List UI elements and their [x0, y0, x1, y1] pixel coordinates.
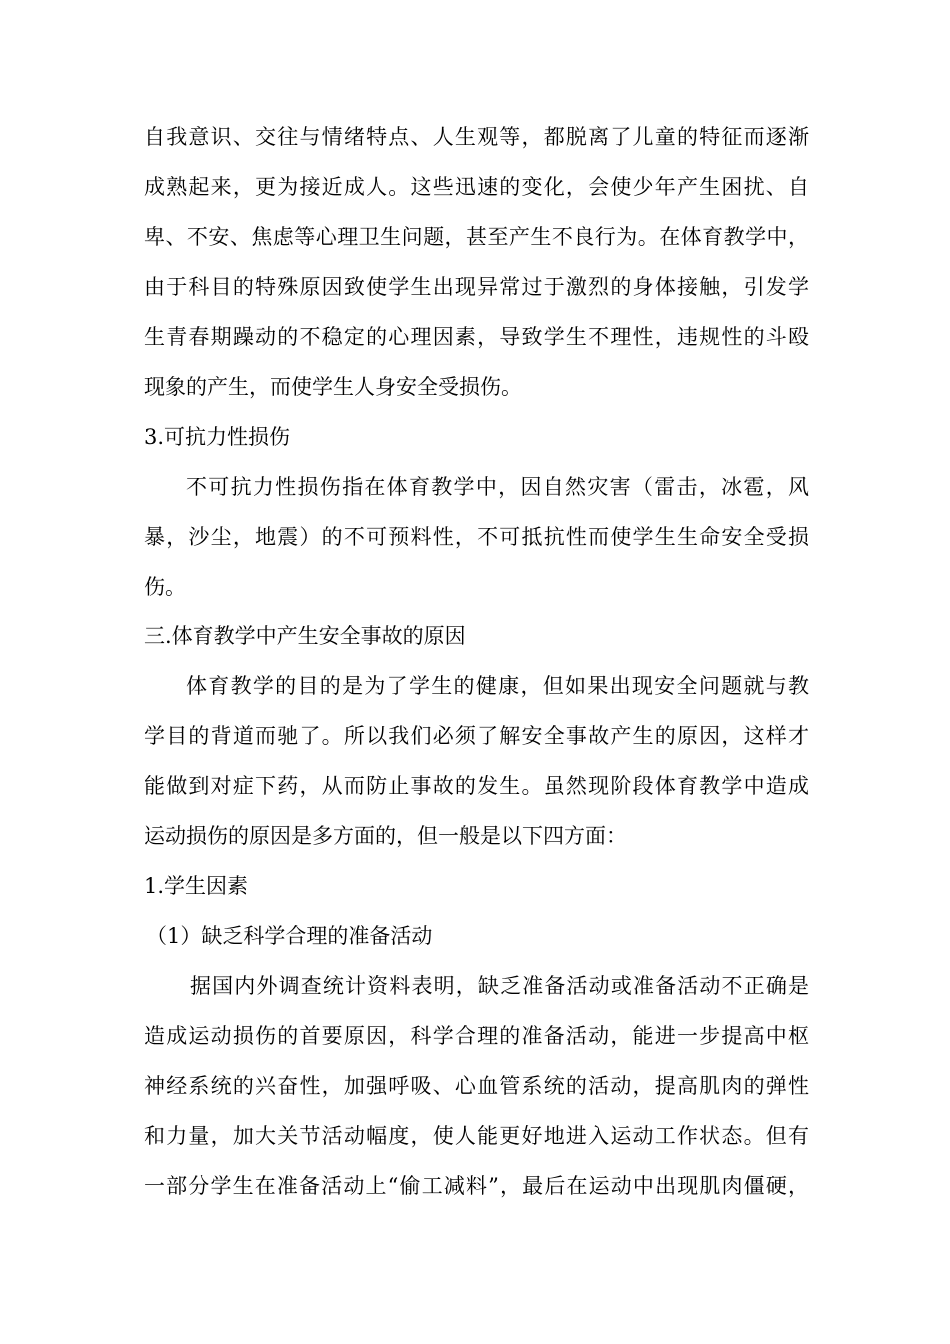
paragraph-line: 现象的产生，而使学生人身安全受损伤。 — [144, 375, 522, 399]
section-heading: 三.体育教学中产生安全事故的原因 — [144, 624, 466, 648]
paragraph-line: 神经系统的兴奋性，加强呼吸、心血管系统的活动，提高肌肉的弹性 — [144, 1074, 809, 1098]
paragraph-line: 自我意识、交往与情绪特点、人生观等，都脱离了儿童的特征而逐渐 — [144, 125, 809, 149]
paragraph-line: 不可抗力性损伤指在体育教学中，因自然灾害（雷击，冰雹，风 — [186, 475, 809, 499]
section-heading: 3.可抗力性损伤 — [144, 425, 291, 449]
document-page — [144, 0, 809, 1344]
paragraph-line: 体育教学的目的是为了学生的健康，但如果出现安全问题就与教 — [186, 674, 809, 698]
paragraph-line: 卑、不安、焦虑等心理卫生问题，甚至产生不良行为。在体育教学中， — [144, 225, 809, 249]
paragraph-line: 据国内外调查统计资料表明，缺乏准备活动或准备活动不正确是 — [190, 974, 809, 998]
paragraph-line: 由于科目的特殊原因致使学生出现异常过于激烈的身体接触，引发学 — [144, 275, 809, 299]
subsection-heading: （1）缺乏科学合理的准备活动 — [146, 924, 433, 948]
paragraph-line: 学目的背道而驰了。所以我们必须了解安全事故产生的原因，这样才 — [144, 724, 809, 748]
paragraph-line: 生青春期躁动的不稳定的心理因素，导致学生不理性，违规性的斗殴 — [144, 325, 809, 349]
section-heading: 1.学生因素 — [144, 874, 249, 898]
paragraph-line: 成熟起来，更为接近成人。这些迅速的变化，会使少年产生困扰、自 — [144, 175, 809, 199]
paragraph-line: 伤。 — [144, 575, 186, 599]
paragraph-line: 运动损伤的原因是多方面的，但一般是以下四方面： — [144, 824, 627, 848]
paragraph-line: 造成运动损伤的首要原因，科学合理的准备活动，能进一步提高中枢 — [144, 1024, 809, 1048]
paragraph-line: 一部分学生在准备活动上“偷工减料”，最后在运动中出现肌肉僵硬， — [144, 1174, 809, 1198]
paragraph-line: 和力量，加大关节活动幅度，使人能更好地进入运动工作状态。但有 — [144, 1124, 809, 1148]
paragraph-line: 暴，沙尘，地震）的不可预料性，不可抵抗性而使学生生命安全受损 — [144, 525, 809, 549]
paragraph-line: 能做到对症下药，从而防止事故的发生。虽然现阶段体育教学中造成 — [144, 774, 809, 798]
